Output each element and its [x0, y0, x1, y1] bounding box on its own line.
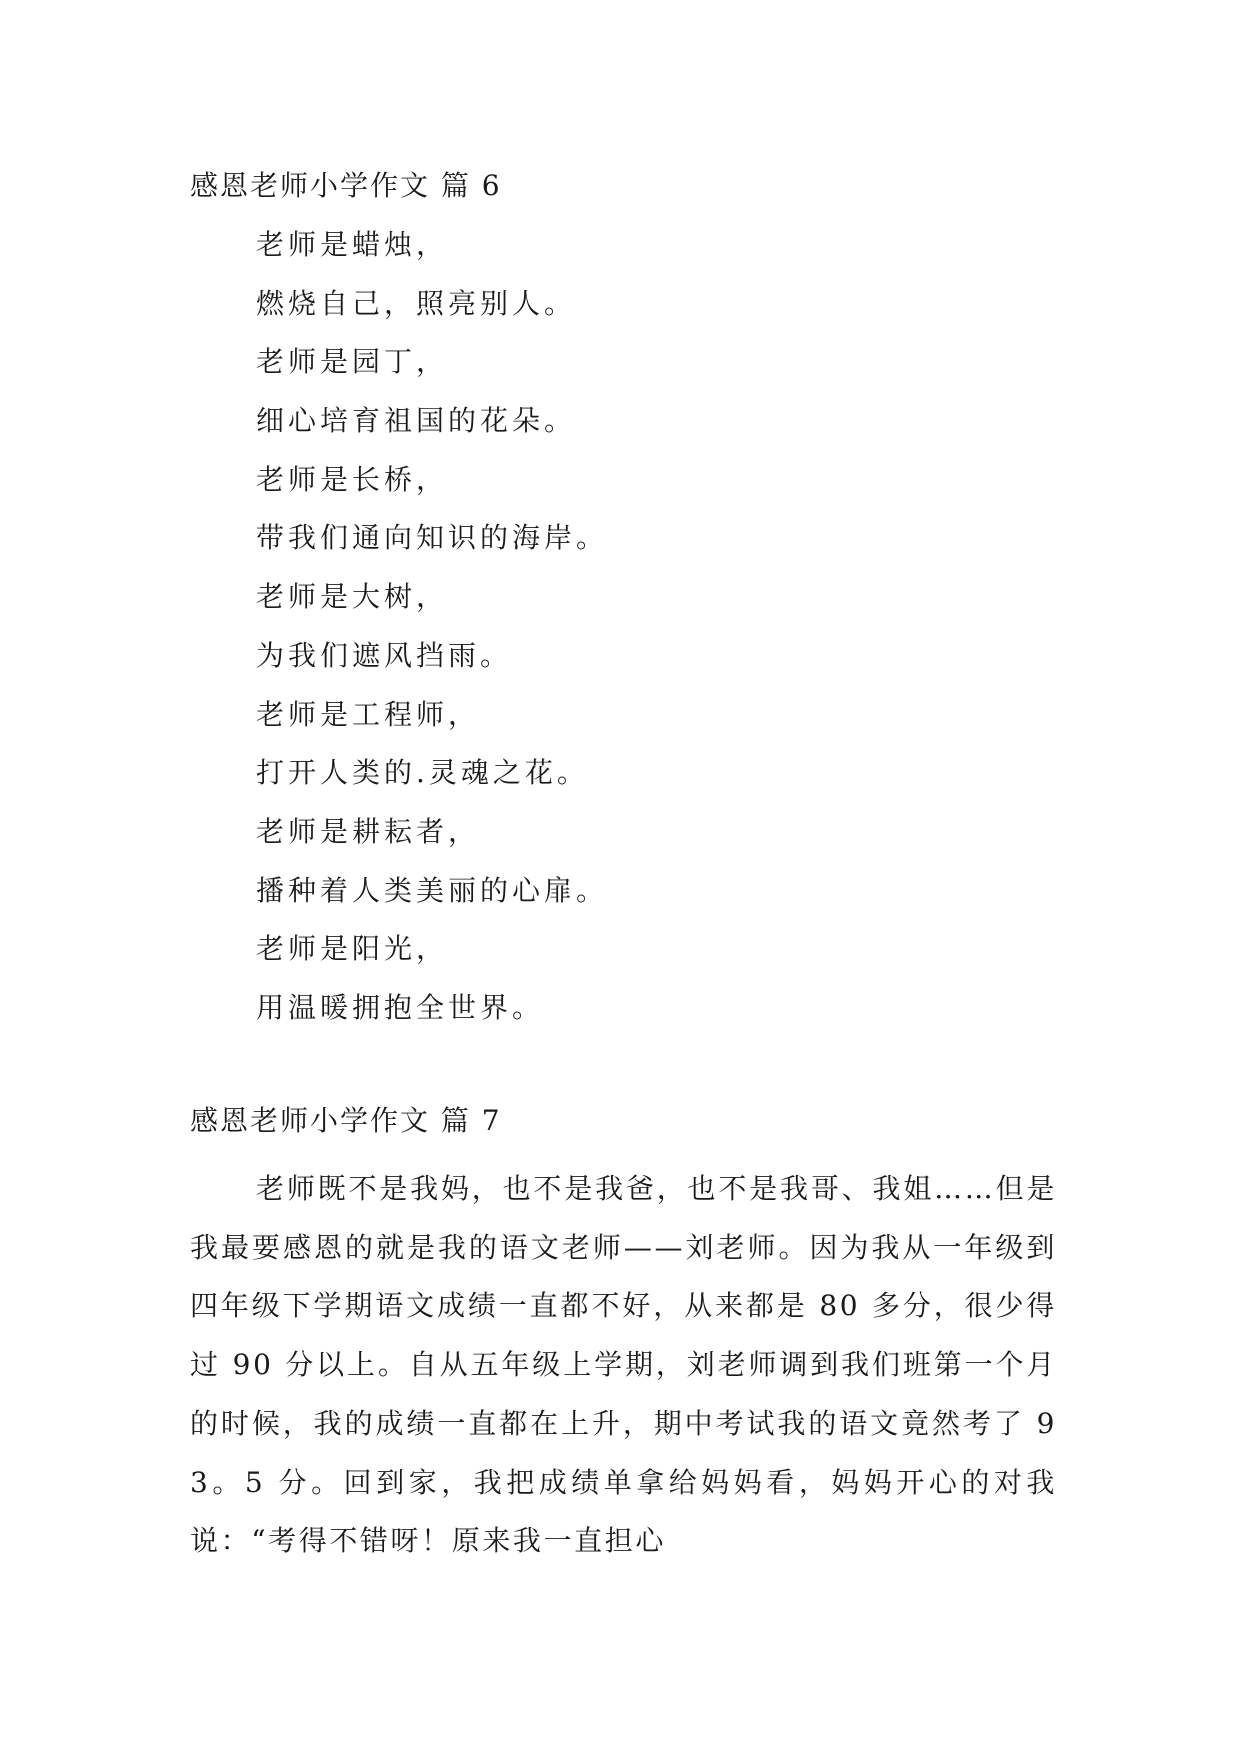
poem-line: 带我们通向知识的海岸。: [256, 521, 609, 555]
poem-line: 播种着人类美丽的心扉。: [256, 873, 609, 907]
section-6-heading: 感恩老师小学作文 篇 6: [190, 169, 502, 202]
poem-line: 细心培育祖国的花朵。: [256, 404, 577, 438]
poem-line: 用温暖拥抱全世界。: [256, 990, 545, 1024]
poem-line: 老师是园丁，: [256, 345, 449, 379]
section-7-heading: 感恩老师小学作文 篇 7: [190, 1104, 502, 1137]
poem-line: 老师是蜡烛，: [256, 228, 449, 261]
poem-line: 老师是大树，: [256, 580, 449, 614]
section-7-paragraph: 老师既不是我妈，也不是我爸，也不是我哥、我姐……但是我最要感恩的就是我的语文老师——刘老师。因为我从一年级到四年级下学期语文成绩一直都不好，从来都是 80 多分，很少得过 90 分以上。自从五年级上学期，刘老师调到我们班第一个月的时候，我的成绩一直都在上升，期中考试我的语文竟然考了 93。5 分。回到家，我把成绩单拿给妈妈看，妈妈开心的对我说：“考得不错呀！原来我一直担心: [190, 1172, 1057, 1558]
poem-line: 老师是工程师，: [256, 697, 481, 731]
poem-line: 打开人类的.灵魂之花。: [256, 756, 589, 790]
poem-line: 老师是阳光，: [256, 932, 449, 966]
poem-line: 老师是耕耘者，: [256, 814, 481, 848]
poem-line: 老师是长桥，: [256, 462, 449, 496]
poem-line: 为我们遮风挡雨。: [256, 638, 513, 672]
poem-line: 燃烧自己，照亮别人。: [256, 286, 577, 320]
section-6-poem: [256, 225, 608, 1047]
